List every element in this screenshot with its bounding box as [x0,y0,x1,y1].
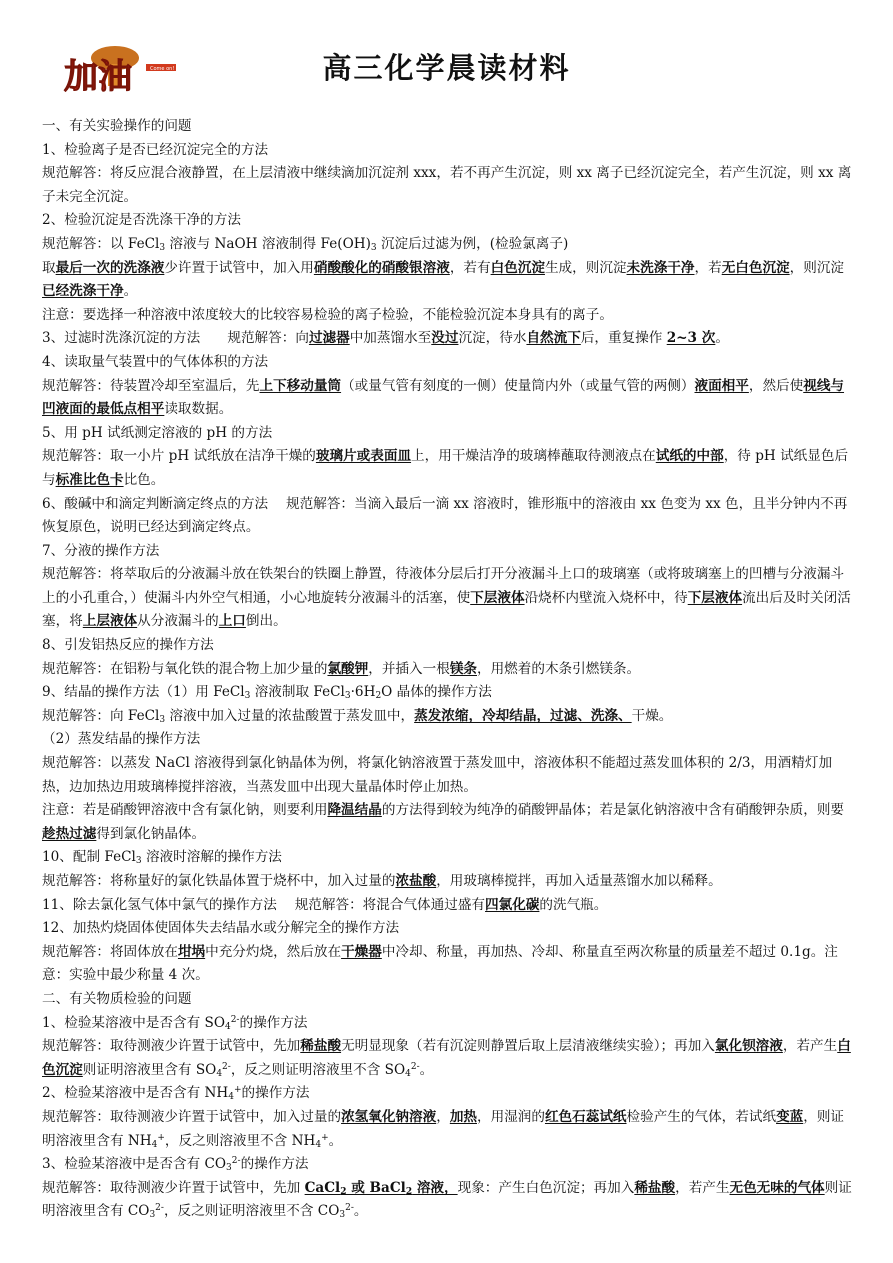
q2-answer: 取最后一次的洗涤液少许置于试管中，加入用硝酸酸化的硝酸银溶液，若有白色沉淀生成，则沉淀未洗涤干净，若无白色沉淀，则沉淀已经洗涤干净。 [42,259,845,300]
s2-q1-heading: 1、检验某溶液中是否含有 $SO_4^{2-}$的操作方法 [42,1014,308,1032]
logo-text: 加油 [64,57,132,97]
q3-answer: 3、过滤时洗涤沉淀的方法 规范解答：向过滤器中加蒸馏水至没过沉淀，待水自然流下后，重复操作 2~3 次。 [42,330,729,347]
q8-answer: 规范解答：在铝粉与氧化铁的混合物上加少量的氯酸钾，并插入一根镁条，用燃着的木条引燃镁条。 [42,660,641,677]
q4-heading: 4、读取量气装置中的气体体积的方法 [42,353,269,370]
q11-answer: 11、除去氯化氢气体中氯气的操作方法 规范解答：将混合气体通过盛有四氯化碳的洗气瓶。 [42,896,608,913]
q7-answer: 规范解答：将萃取后的分液漏斗放在铁架台的铁圈上静置，待液体分层后打开分液漏斗上口的玻璃塞（或将玻璃塞上的凹槽与分液漏斗上的小孔重合，）使漏斗内外空气相通，小心地旋转分液漏斗的活塞，使下层液体沿烧杯内壁流入烧杯中，待下层液体流出后及时关闭活塞，将上层液体从分液漏斗的上口倒出。 [42,566,851,630]
q2-note: 注意：要选择一种溶液中浓度较大的比较容易检验的离子检验，不能检验沉淀本身具有的离子。 [42,306,613,323]
q6-answer: 6、酸碱中和滴定判断滴定终点的方法 规范解答：当滴入最后一滴 xx 溶液时，锥形瓶中的溶液由 xx 色变为 xx 色，且半分钟内不再恢复原色，说明已经达到滴定终点。 [42,495,848,536]
q1-answer: 规范解答：将反应混合液静置，在上层清液中继续滴加沉淀剂 xxx，若不再产生沉淀，则 xx 离子已经沉淀完全，若产生沉淀，则 xx 离子未完全沉淀。 [42,165,852,205]
document-body [42,115,854,1224]
q8-heading: 8、引发铝热反应的操作方法 [42,637,214,654]
q7-heading: 7、分液的操作方法 [42,542,160,559]
q9-note: 注意：若是硝酸钾溶液中含有氯化钠，则要利用降温结晶的方法得到较为纯净的硝酸钾晶体；若是氯化钠溶液中含有硝酸钾杂质，则要趁热过滤得到氯化钠晶体。 [42,802,845,842]
section-2-heading: 二、有关物质检验的问题 [42,990,192,1007]
s2-q3-answer: 规范解答：取待测液少许置于试管中，先加 CaCl$_2$ 或 BaCl$_2$ 溶液，现象：产生白色沉淀；再加入稀盐酸，若产生无色无味的气体则证明溶液里含有 $CO_3^{2-}$，反之则证明溶液里不含 $CO_3^{2-}$。 [42,1179,852,1221]
q9-answer-2: 规范解答：以蒸发 NaCl 溶液得到氯化钠晶体为例，将氯化钠溶液置于蒸发皿中，溶液体积不能超过蒸发皿体积的 2/3，用酒精灯加热，边加热边用玻璃棒搅拌溶液，当蒸发皿中出现大量晶体时停止加热。 [42,755,833,795]
s2-q2-heading: 2、检验某溶液中是否含有 $NH_4^+$的操作方法 [42,1085,310,1103]
q9-answer-1: 规范解答：向 FeCl$_3$ 溶液中加入过量的浓盐酸置于蒸发皿中，蒸发浓缩，冷却结晶，过滤、洗涤、干燥。 [42,707,673,725]
s2-q3-heading: 3、检验某溶液中是否含有 $CO_3^{2-}$的操作方法 [42,1156,309,1174]
q4-answer: 规范解答：待装置冷却至室温后，先上下移动量筒（或量气管有刻度的一侧）使量筒内外（或量气管的两侧）液面相平，然后使视线与凹液面的最低点相平读取数据。 [42,377,845,418]
q5-heading: 5、用 pH 试纸测定溶液的 pH 的方法 [42,424,273,441]
q10-answer: 规范解答：将称量好的氯化铁晶体置于烧杯中，加入过量的浓盐酸，用玻璃棒搅拌，再加入适量蒸馏水加以稀释。 [42,873,722,889]
q9-heading: 9、结晶的操作方法（1）用 FeCl$_3$ 溶液制取 $FeCl_3\cdot 6H_2O$ 晶体的操作方法 [42,684,492,702]
s2-q1-answer: 规范解答：取待测液少许置于试管中，先加稀盐酸无明显现象（若有沉淀则静置后取上层清液继续实验）；再加入氯化钡溶液，若产生白色沉淀则证明溶液里含有 $SO_4^{2-}$，反之则证明溶液里不含 $SO_4^{2-}$。 [42,1038,851,1079]
q10-heading: 10、配制 FeCl$_3$ 溶液时溶解的操作方法 [42,849,282,867]
q9-subheading: （2）蒸发结晶的操作方法 [42,731,201,748]
page-title: 高三化学晨读材料 [322,51,571,85]
q2-answer-intro: 规范解答：以 FeCl$_3$ 溶液与 NaOH 溶液制得 $Fe(OH)_3$ 沉淀后过滤为例，(检验氯离子) [42,235,569,253]
s2-q2-answer: 规范解答：取待测液少许置于试管中，加入过量的浓氢氧化钠溶液，加热，用湿润的红色石蕊试纸检验产生的气体，若试纸变蓝，则证明溶液里含有 $NH_4^+$，反之则溶液里不含 $NH_4^+$。 [42,1108,845,1150]
q1-heading: 1、检验离子是否已经沉淀完全的方法 [42,141,269,158]
q2-heading: 2、检验沉淀是否洗涤干净的方法 [42,212,241,229]
section-1-heading: 一、有关实验操作的问题 [42,118,192,134]
q12-answer: 规范解答：将固体放在坩埚中充分灼烧，然后放在干燥器中冷却、称量，再加热、冷却、称量直至两次称量的质量差不超过 0.1g。注意：实验中最少称量 4 次。 [42,943,838,984]
logo-small-text: Come on! [150,66,175,72]
q5-answer: 规范解答：取一小片 pH 试纸放在洁净干燥的玻璃片或表面皿上，用干燥洁净的玻璃棒蘸取待测液点在试纸的中部，待 pH 试纸显色后与标准比色卡比色。 [42,448,849,488]
q12-heading: 12、加热灼烧固体使固体失去结晶水或分解完全的操作方法 [42,920,400,937]
